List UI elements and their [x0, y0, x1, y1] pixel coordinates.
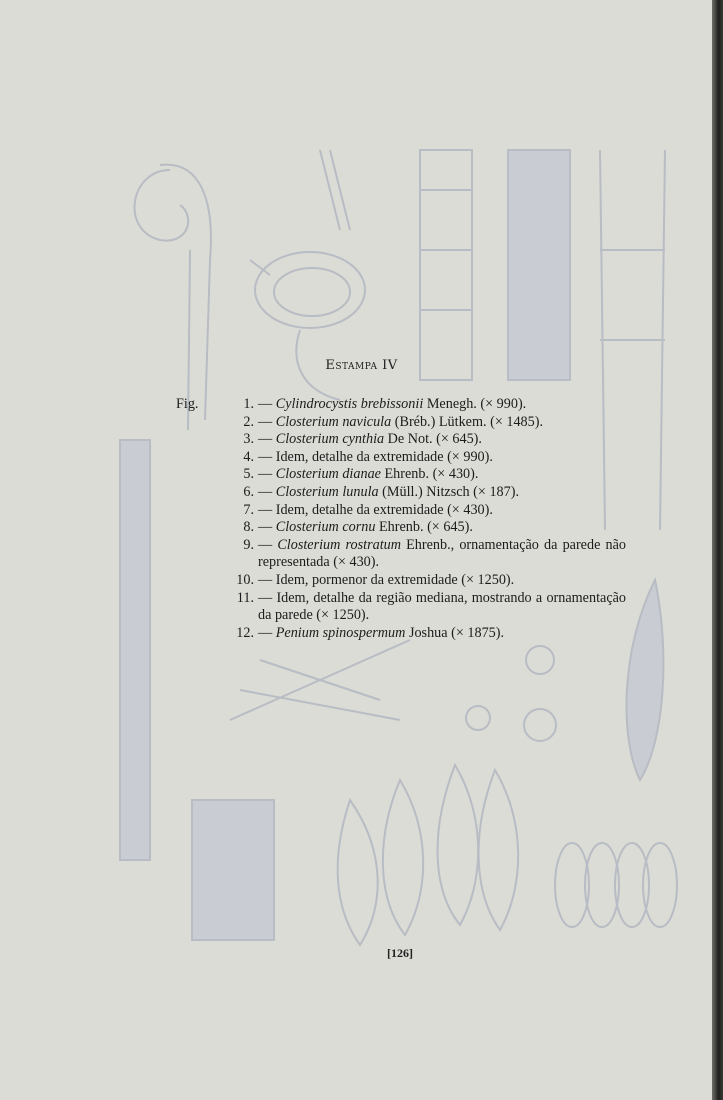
caption-number: 11.: [236, 589, 254, 606]
page-number: [126]: [387, 946, 413, 960]
species-name: Penium spinospermum: [275, 624, 406, 641]
species-name: Cylindrocystis brebissonii: [275, 396, 424, 412]
caption-number: 10.: [236, 571, 254, 588]
fig-label: [176, 502, 212, 520]
fig-label: [176, 572, 212, 590]
fig-label: [176, 590, 212, 625]
fig-label: [176, 519, 212, 537]
caption-detail: Idem, detalhe da extremidade (× 990).: [275, 448, 493, 465]
species-name: Closterium cornu: [275, 519, 376, 536]
caption-text: — Cylindrocystis brebissonii Menegh. (× 990).: [258, 396, 527, 412]
caption-item: [176, 502, 626, 520]
caption-number: 4.: [243, 448, 254, 465]
fig-label: Fig.: [176, 396, 199, 412]
caption-detail: Ehrenb. (× 430).: [380, 466, 479, 483]
caption-item: [176, 414, 626, 432]
caption-detail: Idem, detalhe da região mediana, mostrando a ornamentação da parede (× 1250).: [258, 589, 627, 624]
caption-text: — Idem, detalhe da extremidade (× 990).: [258, 448, 493, 465]
caption-detail: Ehrenb. (× 645).: [375, 519, 473, 536]
caption-text: — Idem, detalhe da região mediana, mostrando a ornamentação da parede (× 1250).: [258, 589, 627, 624]
caption-text: — Idem, detalhe da extremidade (× 430).: [258, 501, 493, 518]
caption-text: — Closterium navicula (Bréb.) Lütkem. (× 1485).: [258, 413, 544, 430]
fig-label: [176, 466, 212, 484]
caption-text: — Closterium lunula (Müll.) Nitzsch (× 187).: [258, 483, 520, 500]
caption-text: — Closterium cynthia De Not. (× 645).: [258, 431, 482, 448]
caption-number: 1.: [243, 396, 254, 412]
species-name: Closterium cynthia: [275, 431, 385, 448]
caption-text: — Penium spinospermum Joshua (× 1875).: [258, 624, 505, 641]
caption-detail: Joshua (× 1875).: [405, 624, 505, 641]
caption-item: [176, 519, 626, 537]
caption-item: [176, 537, 626, 572]
figure-caption-list: [176, 396, 626, 642]
caption-detail: Menegh. (× 990).: [423, 396, 527, 412]
caption-text: — Closterium dianae Ehrenb. (× 430).: [258, 466, 479, 483]
caption-number: 8.: [243, 519, 254, 536]
caption-item: [176, 625, 626, 643]
caption-item: [176, 396, 626, 414]
fig-label: [176, 449, 212, 467]
page-edge-shadow: [712, 0, 723, 1100]
caption-item: [176, 572, 626, 590]
caption-detail: (Müll.) Nitzsch (× 187).: [378, 483, 520, 500]
caption-number: 9.: [243, 536, 254, 553]
caption-text: — Idem, pormenor da extremidade (× 1250).: [258, 571, 515, 588]
caption-detail: Idem, detalhe da extremidade (× 430).: [275, 501, 493, 518]
plate-title-text: Estampa IV: [325, 358, 398, 373]
fig-label: [176, 414, 212, 432]
caption-text: — Closterium cornu Ehrenb. (× 645).: [258, 519, 473, 536]
caption-item: [176, 484, 626, 502]
caption-item: [176, 449, 626, 467]
caption-detail: (Bréb.) Lütkem. (× 1485).: [391, 413, 544, 430]
caption-item: [176, 431, 626, 449]
caption-number: 12.: [236, 624, 254, 641]
fig-label: [176, 431, 212, 449]
species-name: Closterium dianae: [275, 466, 381, 483]
species-name: Closterium navicula: [275, 413, 392, 430]
caption-detail: De Not. (× 645).: [384, 431, 482, 448]
fig-label: [176, 484, 212, 502]
plate-title: [0, 358, 712, 373]
fig-label: [176, 625, 212, 643]
caption-number: 2.: [243, 413, 254, 430]
caption-text: — Closterium rostratum Ehrenb., ornamentação da parede não representada (× 430).: [258, 536, 626, 571]
species-name: Closterium rostratum: [277, 536, 401, 553]
caption-number: 7.: [243, 501, 254, 518]
caption-item: [176, 590, 626, 625]
caption-item: [176, 466, 626, 484]
caption-number: 5.: [243, 466, 254, 483]
species-name: Closterium lunula: [275, 483, 379, 500]
caption-detail: Ehrenb., ornamentação da parede não representada (× 430).: [258, 536, 626, 571]
caption-number: 6.: [243, 483, 254, 500]
caption-number: 3.: [243, 431, 254, 448]
fig-label: [176, 537, 212, 572]
caption-detail: Idem, pormenor da extremidade (× 1250).: [275, 571, 515, 588]
